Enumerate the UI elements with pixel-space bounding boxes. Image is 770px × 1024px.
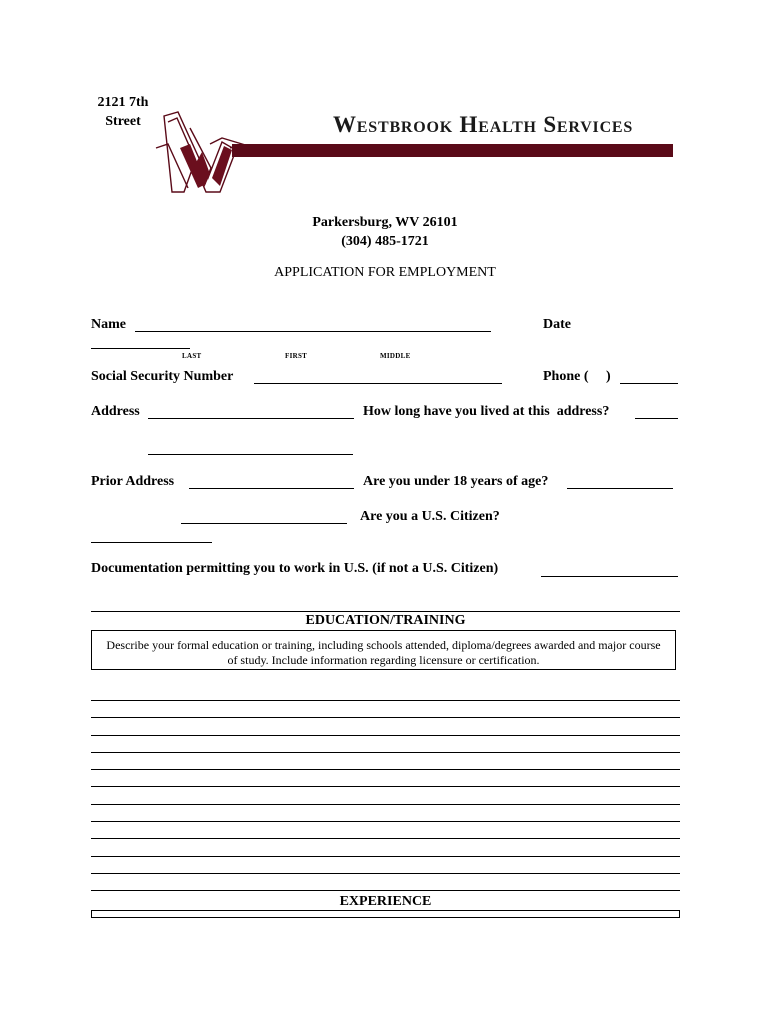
name-field[interactable] (135, 331, 491, 332)
education-heading: EDUCATION/TRAINING (305, 613, 466, 628)
education-line[interactable] (91, 873, 680, 874)
documentation-label: Documentation permitting you to work in U.S. (if not a U.S. Citizen) (91, 561, 499, 576)
prior-address-field-line-2[interactable] (181, 523, 347, 524)
under-18-label: Are you under 18 years of age? (363, 474, 549, 489)
name-label: Name (91, 317, 126, 332)
brand-bar (232, 144, 673, 157)
address-line-1: 2121 7th (97, 95, 149, 110)
last-name-caption: LAST (182, 352, 202, 360)
education-instructions: Describe your formal education or training, including schools attended, diploma/degrees awarded and major course of study. Include information regarding licensure or certification. (106, 638, 661, 667)
name-field-continued[interactable] (91, 348, 190, 349)
education-line[interactable] (91, 856, 680, 857)
phone-field[interactable] (620, 383, 678, 384)
company-address (88, 93, 158, 131)
address-field[interactable] (148, 418, 354, 419)
date-label: Date (543, 317, 571, 332)
phone-label: Phone ( ) (543, 369, 611, 384)
phone-line: (304) 485-1721 (341, 234, 429, 249)
citizen-field[interactable] (91, 542, 212, 543)
prior-address-field[interactable] (189, 488, 354, 489)
education-line[interactable] (91, 717, 680, 718)
address-field-line-2[interactable] (148, 454, 353, 455)
prior-address-label: Prior Address (91, 474, 175, 489)
company-name (333, 110, 633, 143)
education-line[interactable] (91, 735, 680, 736)
citizen-label: Are you a U.S. Citizen? (360, 509, 500, 524)
education-instructions-box (91, 630, 676, 670)
experience-heading: EXPERIENCE (339, 894, 432, 909)
documentation-field[interactable] (541, 576, 678, 577)
education-line[interactable] (91, 838, 680, 839)
education-line[interactable] (91, 821, 680, 822)
company-name-text: Westbrook Health Services (333, 112, 634, 137)
ssn-field[interactable] (254, 383, 502, 384)
address-label: Address (91, 404, 140, 419)
how-long-field[interactable] (635, 418, 678, 419)
section-divider (91, 611, 680, 612)
address-line-2: Street (105, 114, 141, 129)
education-line[interactable] (91, 700, 680, 701)
under-18-field[interactable] (567, 488, 673, 489)
education-line[interactable] (91, 769, 680, 770)
company-contact (285, 213, 485, 251)
education-line[interactable] (91, 786, 680, 787)
first-name-caption: FIRST (285, 352, 308, 360)
form-title: APPLICATION FOR EMPLOYMENT (274, 265, 496, 280)
how-long-label: How long have you lived at this address? (363, 404, 610, 419)
ssn-label: Social Security Number (91, 369, 234, 384)
education-line[interactable] (91, 804, 680, 805)
experience-box (91, 910, 680, 918)
education-line[interactable] (91, 752, 680, 753)
city-line: Parkersburg, WV 26101 (312, 215, 458, 230)
middle-name-caption: MIDDLE (380, 352, 411, 360)
education-line[interactable] (91, 890, 680, 891)
